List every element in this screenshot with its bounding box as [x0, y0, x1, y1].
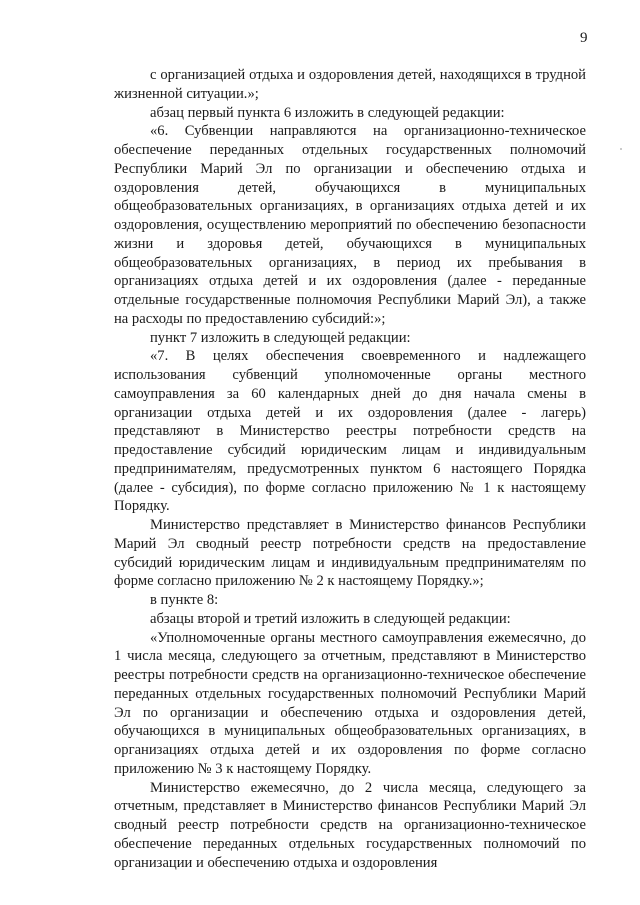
scan-speck	[620, 148, 622, 150]
page-number: 9	[580, 30, 588, 46]
document-body	[114, 66, 586, 872]
paragraph-2: абзац первый пункта 6 изложить в следующей редакции:	[150, 104, 505, 121]
paragraph-4: пункт 7 изложить в следующей редакции:	[150, 329, 411, 346]
paragraph-10: Министерство ежемесячно, до 2 числа месяца, следующего за отчетным, представляет в Министерство финансов Республики Марий Эл сводный реестр потребности средств на организационно-техническое обеспечение переданных отдельных государственных полномочий по организации и обеспечению отдыха и оздоровления	[114, 779, 586, 871]
paragraph-7: в пункте 8:	[150, 592, 219, 608]
paragraph-9: «Уполномоченные органы местного самоуправления ежемесячно, до 1 числа месяца, следующего за отчетным, представляют в Министерство реестры потребности средств на организационно-техническое обеспечение переданных отдельных государственных полномочий Республики Марий Эл по организации и обеспечению отдыха и оздоровления детей, обучающихся в муниципальных общеобразовательных организациях, в организациях отдыха детей и их оздоровления по форме согласно приложению № 3 к настоящему Порядку.	[114, 629, 586, 777]
paragraph-8: абзацы второй и третий изложить в следующей редакции:	[150, 610, 511, 627]
paragraph-3: «6. Субвенции направляются на организационно-техническое обеспечение переданных отдельных государственных полномочий Республики Марий Эл по организации и обеспечению отдыха и оздоровления детей, обучающихся в муниципальных общеобразовательных организациях, в организациях отдыха детей и их оздоровления, осуществлению мероприятий по обеспечению безопасности жизни и здоровья детей, обучающихся в муниципальных общеобразовательных организациях, в период их пребывания в организациях отдыха детей и их оздоровления (далее - переданные отдельные государственные полномочия Республики Марий Эл), а также на расходы по предоставлению субсидий:»;	[114, 123, 586, 327]
paragraph-5: «7. В целях обеспечения своевременного и надлежащего использования субвенций уполномоченные органы местного самоуправления за 60 календарных дней до дня начала смены в организации отдыха детей и их оздоровления (далее - лагерь) представляют в Министерство реестры потребности средств на предоставление субсидий юридическим лицам и индивидуальным предпринимателям, предусмотренных пунктом 6 настоящего Порядка (далее - субсидия), по форме согласно приложению № 1 к настоящему Порядку.	[114, 348, 586, 515]
paragraph-6: Министерство представляет в Министерство финансов Республики Марий Эл сводный реестр потребности средств на предоставление субсидий юридическим лицам и индивидуальным предпринимателям по форме согласно приложению № 2 к настоящему Порядку.»;	[114, 517, 586, 590]
paragraph-1: с организацией отдыха и оздоровления детей, находящихся в трудной жизненной ситуации.»;	[114, 67, 586, 102]
